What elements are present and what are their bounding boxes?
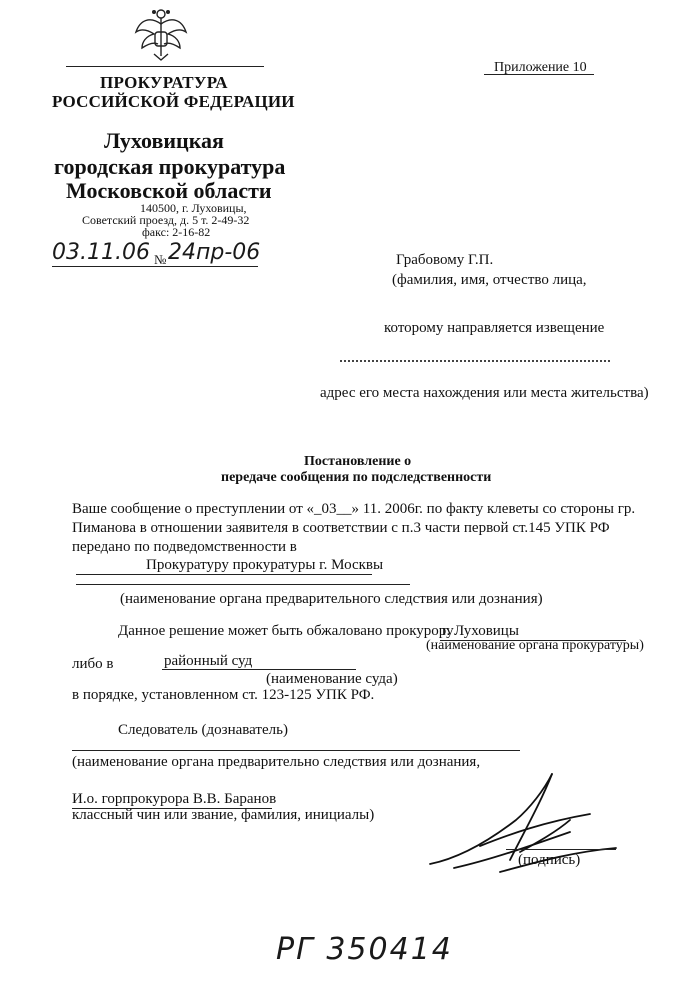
office-address-line2: Советский проезд, д. 5 т. 2-49-32: [82, 213, 250, 227]
org-name-line2: РОССИЙСКОЙ ФЕДЕРАЦИИ: [52, 92, 295, 111]
transfer-target-hint: (наименование органа предварительного следствия или дознания): [120, 591, 543, 607]
appeal-text: Данное решение может быть обжаловано прокурору: [118, 623, 454, 639]
appendix-underline: [484, 74, 594, 75]
body-line-1: Ваше сообщение о преступлении от «_03__» 11. 2006г. по факту клеветы со стороны гр.: [72, 501, 636, 517]
appeal-prosecutor-hint: (наименование органа прокуратуры): [426, 638, 644, 653]
transfer-target: Прокуратуру прокуратуры г. Москвы: [146, 557, 384, 573]
recipient-hint-line2: которому направляется извещение: [384, 320, 605, 336]
signer-name: И.о. горпрокурора В.В. Баранов: [72, 791, 277, 807]
document-title-line2: передаче сообщения по подследственности: [221, 470, 492, 485]
state-emblem-icon: [132, 6, 190, 64]
recipient-name: Грабовому Г.П.: [396, 252, 494, 268]
org-name-line1: ПРОКУРАТУРА: [100, 73, 228, 92]
header-rule: [66, 66, 264, 67]
appeal-procedure: в порядке, установленном ст. 123-125 УПК РФ.: [72, 687, 375, 703]
appeal-prosecutor: г. Луховицы: [442, 623, 519, 639]
outgoing-underline: [52, 266, 258, 267]
signer-name-hint: классный чин или звание, фамилия, инициалы): [72, 807, 375, 823]
appendix-label: Приложение 10: [494, 60, 587, 75]
signer-role: Следователь (дознаватель): [118, 722, 288, 738]
recipient-hint-line1: (фамилия, имя, отчество лица,: [392, 272, 587, 288]
recipient-hint-line3: адрес его места нахождения или места жительства): [320, 385, 649, 401]
recipient-address-line: [340, 360, 610, 362]
office-address-line1: 140500, г. Луховицы,: [140, 201, 247, 215]
body-line-3: передано по подведомственности в: [72, 539, 297, 555]
office-name-line2: городская прокуратура: [54, 154, 286, 179]
document-title-line1: Постановление о: [304, 454, 412, 469]
office-name-line3: Московской области: [66, 178, 272, 203]
outgoing-number-label: №: [154, 252, 167, 267]
appeal-or-label: либо в: [72, 656, 114, 672]
office-name-line1: Луховицкая: [104, 128, 224, 153]
outgoing-date: 03.11.06: [52, 240, 150, 265]
body-line-2: Пиманова в отношении заявителя в соответствии с п.3 части первой ст.145 УПК РФ: [72, 520, 610, 536]
outgoing-number: 24пр-06: [168, 240, 261, 265]
office-fax: факс: 2-16-82: [142, 225, 211, 239]
appeal-court-underline: [162, 669, 356, 670]
transfer-target-underline-2: [76, 584, 410, 585]
footer-code: РГ 350414: [276, 932, 453, 967]
signer-role-hint: (наименование органа предварительно следствия или дознания,: [72, 754, 481, 770]
signer-role-underline: [72, 750, 520, 751]
signature-line: [506, 849, 616, 850]
transfer-target-underline: [76, 574, 372, 575]
appeal-court-hint: (наименование суда): [266, 671, 398, 687]
appeal-court: районный суд: [164, 653, 253, 669]
signature-label: (подпись): [518, 852, 581, 868]
